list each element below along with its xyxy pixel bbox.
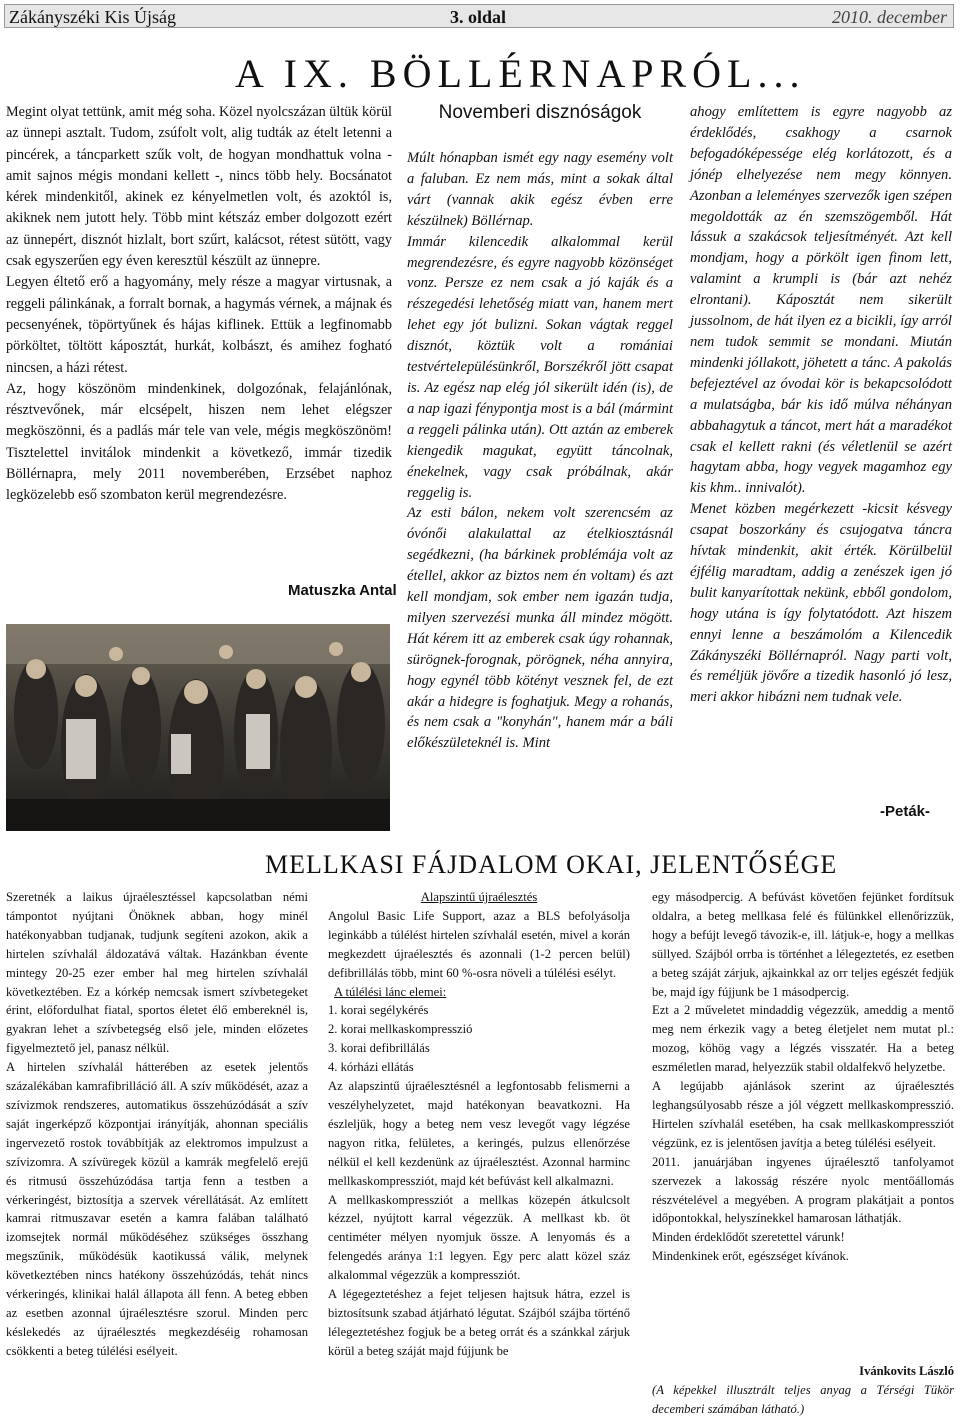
article3-paragraph: A hirtelen szívhalál hátterében az esetek jelentős százalékában kamrafibrilláció áll. A szív működését, azaz a szívizmok rendszeres, automatikus összehúzódását a szív saját ingerképző központjai irányítják, ahonnan speciális ingervezető rostok továbbítják az elektromos impulzust a szívizomra. A szívüregek közül a kamrák megfelelő erejű és ritmusú összehúzódása tartja fenn a testben a vérkeringést, biztosítja a szervek vérellátását. Az említett kamrai ritmuszavar esetén a kamra falában található izomsejtek normál működéséhez szükséges összhang megszűnik, működésük kaotikussá válik, melynek következtében nincs hatékony összehúzódás, tehát nincs vérkeringés, klinikai halál állapota áll fenn. A beteg ebben az esetben azonnal újraélesztésre szorul. Minden perc késlekedés az újraélesztés megkezdéséig rohamosan csökkenti a beteg túlélési esélyeit. <box>6 1060 308 1358</box>
article1-author: Matuszka Antal <box>288 582 397 599</box>
article3-paragraph: Szeretnék a laikus újraélesztéssel kapcsolatban némi támpontot nyújtani Önöknek abban, hogy minél hatékonyabban tudjanak, tudjunk segíteni azokon, akik a hirtelen szívhalál áldozatává váltak. Hazánkban évente mintegy 20-25 ezer ember hal meg hirtelen szívhalál következtében. Ez a kórkép nemcsak ismert szívbetegeket érint, előfordulhat fiatal, sportos életet élő embereknél is, gyakran lehet a szívbetegség első jele, minden előzetes figyelmeztető jel, panasz nélkül. <box>6 890 308 1056</box>
chain-item: 3. korai defibrillálás <box>328 1041 430 1056</box>
article3-paragraph: Minden érdeklődőt szeretettel várunk! <box>652 1230 845 1245</box>
article3-footnote: (A képekkel illusztrált teljes anyag a Térségi Tükör decemberi számában látható.) <box>652 1382 954 1416</box>
article-title-bollernap: A IX. BÖLLÉRNAPRÓL... <box>235 51 806 96</box>
article2-paragraph: Menet közben megérkezett -kicsit késvegy csapat boszorkány és csujogatva táncra hívtak mindenkit, akit érték. Körülbelül éjfélig maradtam, addig a zenészek igen jó bulit kanyarítottak nekünk, ebből gondolom, hogy utána is így folytatódott. Azt hiszem ennyi lenne a beszámolóm a Kilencedik Zákányszéki Böllérnapról. Nagy parti volt, és reméljük jövőre a tizedik hasonló jó lesz, meri akkor hibázni nem tudnak vele. <box>690 501 952 706</box>
chain-item: 1. korai segélykérés <box>328 1003 429 1018</box>
article3-paragraph: A mellkaskompressziót a mellkas közepén átkulcsolt kézzel, nyújtott karral végezzük. A mellkast kb. öt centiméter mélyen nyomjuk össze. A lenyomás és a felengedés aránya 1:1 legyen. Egy perc alatt közel száz alkalommal végezzük a kompressziót. <box>328 1192 630 1283</box>
chain-item: 2. korai mellkaskompresszió <box>328 1022 473 1037</box>
dance-hall-photo <box>6 624 390 831</box>
article2-title: Novemberi disznóságok <box>438 102 642 123</box>
article3-column2 <box>328 888 630 1361</box>
article2-paragraph: Múlt hónapban ismét egy nagy esemény volt a faluban. Ez nem más, mint a sokak által várt (vannak akik egész évben erre készülnek) Böllérnap. <box>407 150 673 229</box>
article3-title: MELLKASI FÁJDALOM OKAI, JELENTŐSÉGE <box>265 850 838 879</box>
chain-item: 4. kórházi ellátás <box>328 1060 414 1075</box>
article1-paragraph: Az, hogy köszönöm mindenkinek, dolgozónak, felajánlónak, résztvevőnek, már elcsépelt, hiszen nem lehet elégszer megköszönni, és a padlás már tele van vele, mégis megköszönöm! Tisztelettel invitálok mindenkit a következő, immár tizedik Böllérnapra, mely 2011 novemberében, Erzsébet naphoz legközelebb eső szombaton kerül megrendezésre. <box>6 380 392 504</box>
article3-paragraph: Mindenkinek erőt, egészséget kívánok. <box>652 1249 849 1264</box>
article2-right-column <box>690 102 952 708</box>
article3-author: Ivánkovits László <box>859 1364 954 1378</box>
article3-paragraph: Ezt a 2 műveletet mindaddig végezzük, ameddig a mentő meg nem érkezik vagy a beteg életjelet nem mutat pl.: mozog, köhög vagy a légzés visszatér. Ha a beteg eszméletlen marad, helyezzük stabil oldalfekvő helyzetbe. <box>652 1003 954 1075</box>
article3-paragraph: A legújabb ajánlások szerint az újraélesztés leghangsúlyosabb része a jól végzett mellkaskompresszió. Hirtelen szívhalál esetében, ha csak mellkaskompressziót végzünk, ez is jelentősen javítja a beteg túlélési esélyeit. <box>652 1079 954 1150</box>
article2-paragraph: Az esti bálon, nekem volt szerencsém az óvónői alakulattal az ételkiosztásnál segédkezni, (ha bárkinek problémája volt az étellel, akkor az biztos nem én voltam) és azt kell mondjam, sok ember nem igazán tudja, milyen szervezési munka áll mindez mögött. Hát kérem itt az emberek csak úgy rohannak, sürögnek-forognak, pörögnek, néha annyira, hogy egynél több kötényt vesznek fel, de ezt akár a hidegre is foghatjuk. Megy a rohanás, és nem csak a "konyhán", hanem már a báli előkészületeknél is. Mint <box>407 505 673 752</box>
bls-intro: Angolul Basic Life Support, azaz a BLS befolyásolja leginkább a túlélést hirtelen szívhalál esetén, mivel a korán megkezdett újraélesztés és azonnali (1-2 percen belül) defibrillálás több, mint 60 %-osra növeli a túlélési esélyt. <box>328 908 630 980</box>
photo-image <box>6 624 390 831</box>
article3-column3 <box>652 888 954 1266</box>
article3-paragraph: Az alapszintű újraélesztésnél a legfontosabb felismerni a veszélyhelyzetet, majd hatékonyan beavatkozni. Ha észleljük, hogy a beteg nem vesz levegőt vagy légzése nagyon ritka, felületes, a keringés, pulzus ellenőrzése nélkül el kell kezdenünk az újraélesztést. Azonnal harminc mellkaskompressziót, majd két befúvást kell alkalmazni. <box>328 1079 630 1188</box>
bls-heading: Alapszintű újraélesztés <box>420 890 538 904</box>
article3-paragraph: A légegeztetéshez a fejet teljesen hajtsuk hátra, ezzel is biztosítsunk szabad átjárható légutat. Szájból szájba történő lélegeztetéshez fogjuk be a beteg orrát és a szánkkal zárjuk körül a beteg száját majd fújjunk be <box>328 1287 630 1358</box>
newspaper-name: Zákányszéki Kis Újság <box>9 7 176 27</box>
article1-paragraph: Legyen éltető erő a hagyomány, mely része a magyar virtusnak, a reggeli pálinkának, a forralt bornak, a hagymás vérnek, a májnak és pecsenyének, töpörtyűnek és hájas kiflinek. Ettük a legfinomabb pörköltet, töltött káposztát, hurkát, kolbászt, és amihez fogható nincsen, a házi rétest. <box>6 274 392 376</box>
article2-middle-column <box>407 148 673 754</box>
page-number: 3. oldal <box>450 7 507 27</box>
article2-paragraph: Immár kilencedik alkalommal kerül megrendezésre, és egyre nagyobb közönséget vonz. Persze ez nem csak a jó kaják és a részegedési lehetőség miatt van, hanem mert lehet egy jót bulizni. Sokan vágtak reggel disznót, köztük volt a romániai testvértelepülésünkről, Borszékről jött csapat is. Az egész nap elég jól sikerült idén (is), de a nap igazi fénypontja most is a bál (mármint a reggeli pálinka után). Ott aztán az emberek kiengedik magukat, együtt táncolnak, énekelnek, vagy csak próbálnak, akár reggelig is. <box>407 233 673 501</box>
survival-chain-title: A túlélési lánc elemei: <box>334 984 447 999</box>
article3-paragraph: egy másodpercig. A befúvást követően fejünket fordítsuk oldalra, a beteg mellkasa felé és fülünkkel ellenőrizzük, hogy a befújt levegő távozik-e, ill. látjuk-e, hogy a mellkas süllyed. Szájból orrba is történhet a lélegeztetés, ez esetben a beteg száját zárjuk, ajkainkkal az orr teljes egészét fedjük be, majd így fújjunk be 1 másodpercig. <box>652 890 954 999</box>
article1-paragraph: Megint olyat tettünk, amit még soha. Közel nyolcszázan ültük körül az ünnepi asztalt. Tudom, zsúfolt volt, alig tudták az ételt letenni a pincérek, a táncparkett szűk volt, de hogyan mondhattuk volna - amit sajnos mégis mondani kellett -, nincs több hely. Bocsánatot kérek mindenkitől, akinek ez kényelmetlen volt, és azoktól is, akiknek nem jutott hely. Több mint kétszáz ember dolgozott ezért az ünnepért, disznót hizlalt, bort szűrt, kalácsot, rétest sütött, vagy csak egyszerűen egy éven keresztül készült az ünnepre. <box>6 104 392 270</box>
article3-signoff <box>652 1362 954 1419</box>
issue-date: 2010. december <box>832 7 947 27</box>
article3-column1 <box>6 888 308 1361</box>
article2-paragraph: ahogy említettem is egyre nagyobb az érdeklődés, csakhogy a csarnok befogadóképessége elég korlátozott, és a jónép elhelyezése nem megy könnyen. Azonban a leleményes szervezők igen szépen megoldották az én szemszögemből. Hát lássuk a szakácsok teljesítményét. Azt kell mondjam, hogy a pörkölt igen finom lett, valamint a krumpli is (bár azt nehéz elrontani). Káposztát nem sikerült jussolnom, de hát ilyen ez a bicikli, így arról nem tudok semmit se mondani. Miután mindenki jóllakott, jöhetett a tánc. A pakolás befejeztével az óvodai kör is bekapcsolódott a mulatságba, bár kis idő múlva néhányan abbahagytuk a táncot, mert hát a maradékot csak el kellett rakni (és véletlenül se azért hagytam abba, hogy vegyek magamhoz egy kis khm.. innivalót). <box>690 104 952 497</box>
article2-author: -Peták- <box>880 803 931 820</box>
article3-paragraph: 2011. januárjában ingyenes újraélesztő tanfolyamot szervezek a lakosság részére nyolc mentőállomás részvételével a megyében. A program plakátjait a pontos időpontokkal, helyszínekkel hamarosan láthatják. <box>652 1154 954 1226</box>
page-header <box>4 4 954 28</box>
article1-body <box>6 102 392 507</box>
